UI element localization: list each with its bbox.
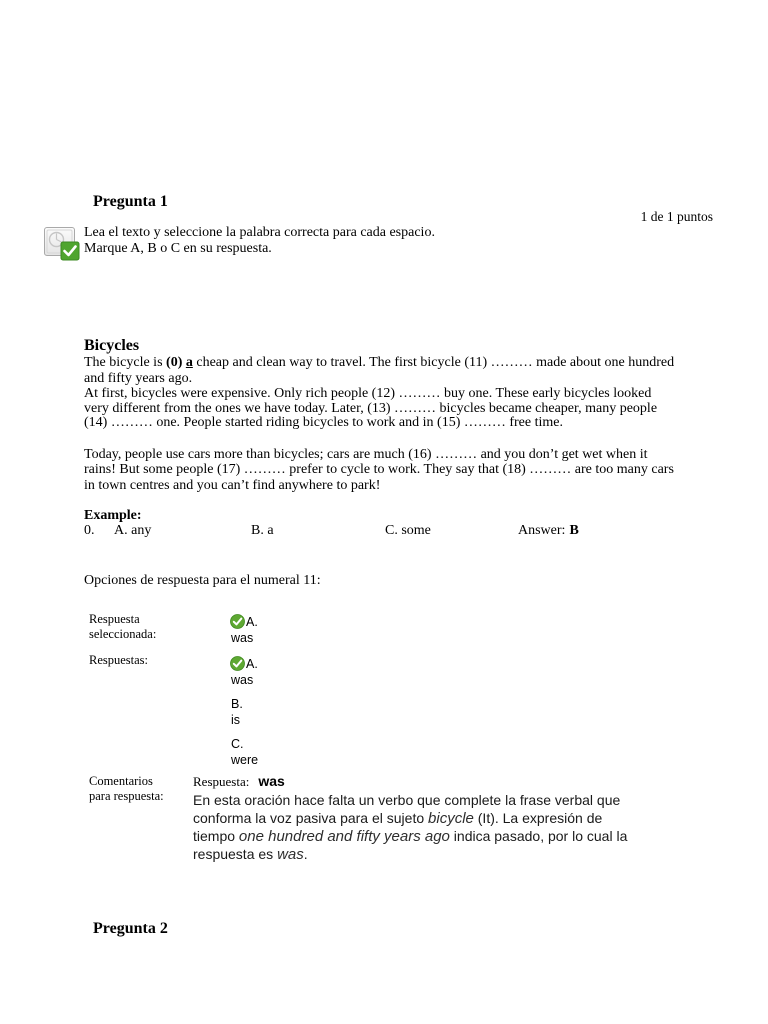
answer-letter-row xyxy=(230,656,258,672)
passage-line: in town centres and you can’t find anywhere to park! xyxy=(84,478,381,493)
graded-correct-icon-graphic xyxy=(43,226,80,261)
example-heading: Example: xyxy=(84,508,142,523)
answer-letter: A. xyxy=(246,657,258,671)
comment-text: conforma la voz pasiva para el sujeto xyxy=(193,810,429,826)
example-option-c: C. some xyxy=(385,523,431,538)
comment-line xyxy=(193,791,620,809)
comment-text: . xyxy=(303,846,308,862)
answer-option-c xyxy=(230,736,258,768)
comment-text: indica pasado, por lo cual la xyxy=(449,828,628,844)
passage-title: Bicycles xyxy=(84,337,140,354)
answer-text: is xyxy=(231,713,241,727)
answer-option-b xyxy=(230,696,243,728)
selected-answer-label: seleccionada: xyxy=(89,627,157,641)
comment-answer-value: was xyxy=(258,773,285,789)
passage-line-lead: The bicycle is xyxy=(84,355,167,370)
selected-answer-letter: A. xyxy=(246,615,258,629)
passage-line-rest: cheap and clean way to travel. The first bicycle (11) ……… made about one hundred xyxy=(192,355,675,370)
passage-line: very different from the ones we have today. Later, (13) ……… bicycles became cheaper, many people xyxy=(84,401,658,416)
question-1-instruction-line: Marque A, B o C en su respuesta. xyxy=(84,241,272,256)
question-2-title: Pregunta 2 xyxy=(93,920,168,937)
answers-label: Respuestas: xyxy=(89,653,149,667)
example-answer xyxy=(518,523,579,538)
comment-text: (It). La expresión de xyxy=(473,810,603,826)
answer-text: were xyxy=(231,753,259,767)
correct-check-icon xyxy=(230,614,245,629)
answer-letter: C. xyxy=(231,737,244,751)
passage-line: rains! But some people (17) ……… prefer to cycle to work. They say that (18) ……… are too many cars xyxy=(84,462,674,477)
answer-option-a xyxy=(230,656,258,688)
passage-line: and fifty years ago. xyxy=(84,371,193,386)
example-option-b: B. a xyxy=(251,523,274,538)
answer-options-prompt: Opciones de respuesta para el numeral 11: xyxy=(84,573,321,588)
comment-term: one hundred and fifty years ago xyxy=(238,828,450,845)
passage-line: At first, bicycles were expensive. Only rich people (12) ……… buy one. These early bicycles looked xyxy=(84,386,652,401)
comment-answer-label: Respuesta: xyxy=(193,774,250,789)
example-gap-marker: (0) xyxy=(166,355,186,370)
answer-text: was xyxy=(231,673,254,687)
comments-label: Comentarios xyxy=(89,774,153,788)
example-answer-value: B xyxy=(569,523,579,538)
comment-line xyxy=(193,827,627,846)
example-option-a: A. any xyxy=(114,523,152,538)
question-1-instruction-line: Lea el texto y seleccione la palabra correcta para cada espacio. xyxy=(84,225,435,240)
example-gap-word: a xyxy=(185,355,193,370)
example-number: 0. xyxy=(84,523,95,538)
comment-line xyxy=(193,809,602,828)
answer-letter: B. xyxy=(231,697,243,711)
question-1-title: Pregunta 1 xyxy=(93,193,168,210)
passage-line: Today, people use cars more than bicycles; cars are much (16) ……… and you don’t get wet when it xyxy=(84,447,648,462)
comment-line xyxy=(193,845,308,864)
selected-answer-label: Respuesta xyxy=(89,612,140,626)
comment-text: respuesta es xyxy=(193,846,278,862)
selected-answer xyxy=(230,614,258,646)
passage-line xyxy=(84,355,674,370)
comments-label: para respuesta: xyxy=(89,789,164,803)
correct-check-icon xyxy=(230,656,245,671)
selected-answer-text: was xyxy=(231,631,254,645)
comment-term: was xyxy=(277,846,304,863)
comment-term: bicycle xyxy=(428,810,474,827)
example-answer-label: Answer: xyxy=(518,523,566,538)
passage-line: (14) ……… one. People started riding bicycles to work and in (15) ……… free time. xyxy=(84,415,563,430)
comment-answer xyxy=(193,774,285,789)
comment-text: En esta oración hace falta un verbo que complete la frase verbal que xyxy=(193,792,621,808)
graded-correct-icon xyxy=(43,226,80,261)
comment-text: tiempo xyxy=(193,828,239,844)
selected-answer-letter-row xyxy=(230,614,258,630)
question-1-score: 1 de 1 puntos xyxy=(640,209,713,224)
